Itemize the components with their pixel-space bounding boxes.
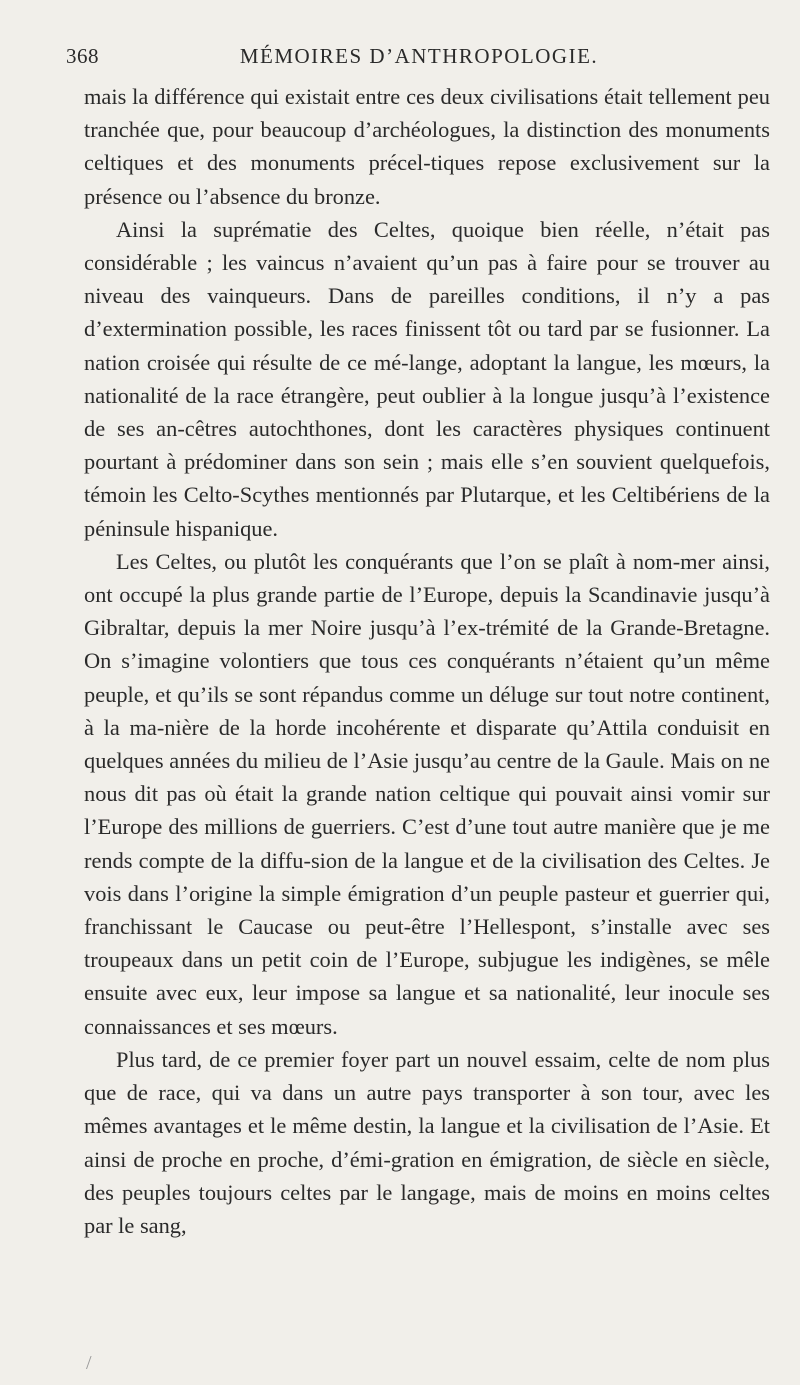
running-head: MÉMOIRES D’ANTHROPOLOGIE. — [239, 44, 599, 68]
page-header — [66, 44, 772, 74]
body-text — [84, 80, 770, 1242]
page-number: 368 — [66, 44, 99, 68]
paragraph: Les Celtes, ou plutôt les conquérants que l’on se plaît à nom-mer ainsi, ont occupé la plus grande partie de l’Europe, depuis la Scandinavie jusqu’à Gibraltar, depuis la mer Noire jusqu’à l’ex-trémité de la Grande-Bretagne. On s’imagine volontiers que tous ces conquérants n’étaient qu’un même peuple, et qu’ils se sont répandus comme un déluge sur tout notre continent, à la ma-nière de la horde incohérente et disparate qu’Attila conduisit en quelques années du milieu de l’Asie jusqu’au centre de la Gaule. Mais on ne nous dit pas où était la grande nation celtique qui pouvait ainsi vomir sur l’Europe des millions de guerriers. C’est d’une tout autre manière que je me rends compte de la diffu-sion de la langue et de la civilisation des Celtes. Je vois dans l’origine la simple émigration d’un peuple pasteur et guerrier qui, franchissant le Caucase ou peut-être l’Hellespont, s’installe avec ses troupeaux dans un petit coin de l’Europe, subjugue les indigènes, se mêle ensuite avec eux, leur impose sa langue et sa nationalité, leur inocule ses connaissances et ses mœurs. — [84, 548, 770, 1039]
stray-mark: / — [86, 1352, 92, 1374]
paragraph-continued: mais la différence qui existait entre ces deux civilisations était tellement peu tranchée que, pour beaucoup d’archéologues, la distinction des monuments celtiques et des monuments précel-tiques repose exclusivement sur la présence ou l’absence du bronze. — [84, 84, 770, 209]
paragraph: Plus tard, de ce premier foyer part un nouvel essaim, celte de nom plus que de race, qui va dans un autre pays transporter à son tour, avec les mêmes avantages et le même destin, la langue et la civilisation de l’Asie. Et ainsi de proche en proche, d’émi-gration en émigration, de siècle en siècle, des peuples toujours celtes par le langage, mais de moins en moins celtes par le sang, — [84, 1046, 770, 1238]
paragraph: Ainsi la suprématie des Celtes, quoique bien réelle, n’était pas considérable ; les vaincus n’avaient qu’un pas à faire pour se trouver au niveau des vainqueurs. Dans de pareilles conditions, il n’y a pas d’extermination possible, les races finissent tôt ou tard par se fusionner. La nation croisée qui résulte de ce mé-lange, adoptant la langue, les mœurs, la nationalité de la race étrangère, peut oublier à la longue jusqu’à l’existence de ses an-cêtres autochthones, dont les caractères physiques continuent pourtant à prédominer dans son sein ; mais elle s’en souvient quelquefois, témoin les Celto-Scythes mentionnés par Plutarque, et les Celtibériens de la péninsule hispanique. — [84, 216, 770, 541]
